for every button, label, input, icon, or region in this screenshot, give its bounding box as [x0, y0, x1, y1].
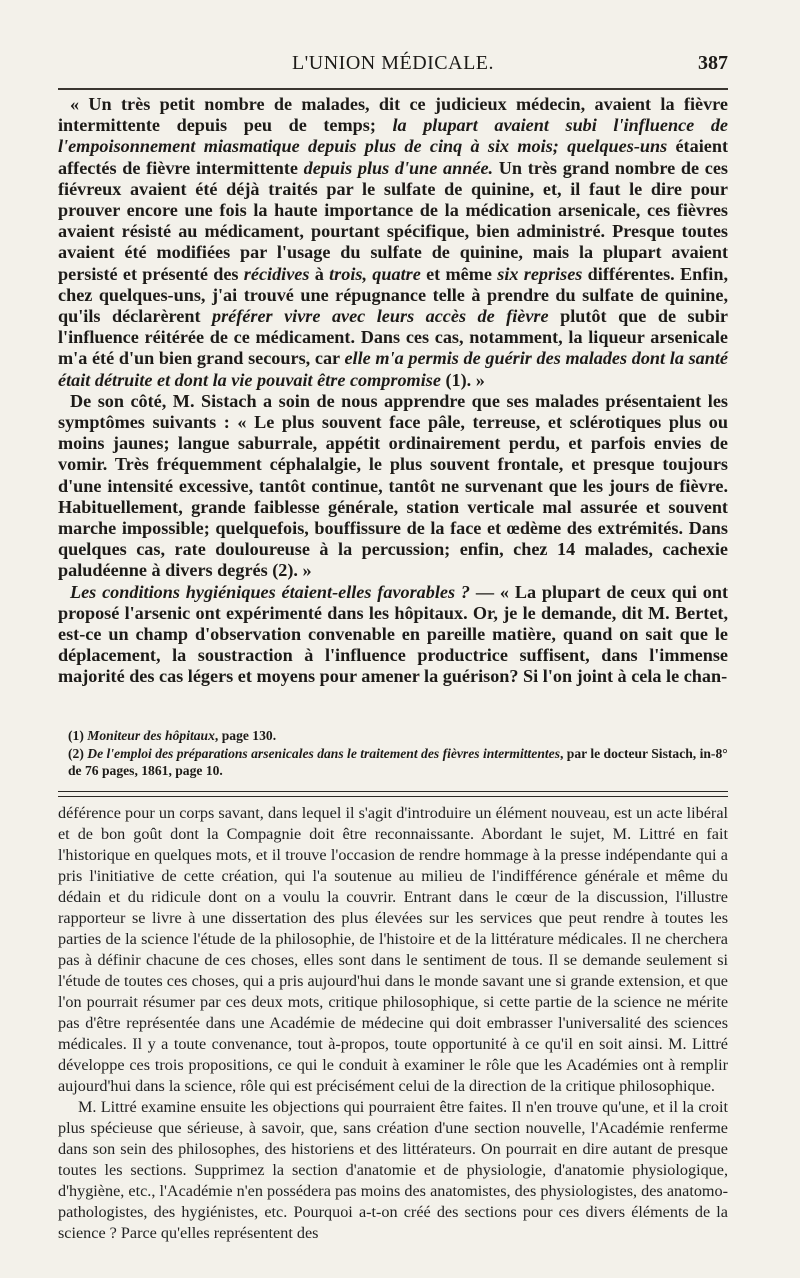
italic-run: De l'emploi des préparations arsenicales dans le traitement des fièvres intermittentes	[87, 745, 560, 761]
paragraph-quote-fevers	[58, 94, 728, 391]
section-divider	[58, 791, 728, 797]
text-run: (1)	[68, 728, 88, 743]
feuilleton-body	[58, 803, 728, 1244]
italic-run: elle m'a permis de guérir des malades dont la santé était détruite et dont la vie pouvait être compromise	[58, 348, 729, 390]
italic-run: Les conditions hygiéniques étaient-elles favorables ?	[70, 581, 471, 602]
header-rule	[58, 88, 728, 90]
text-run: Un très grand nombre de ces fiévreux avaient été déjà traités par le sulfate de quinine, et, il faut le dire pour prouver encore une fois la haute importance de la médication arsenicale, ces fièvres avaient résisté au médicament, pourtant spécifique, bien administré. Presque toutes avaient été modifiées par l'usage du sulfate de quinine, mais la plupart avaient persisté et présenté des	[58, 157, 729, 284]
text-run: , par le docteur Sistach, in-8° de 76 pages, 1861, page 10.	[68, 745, 728, 778]
footnote-2	[68, 745, 728, 780]
text-run: , page 130.	[214, 728, 277, 743]
paragraph-symptoms: De son côté, M. Sistach a soin de nous apprendre que ses malades présentaient les symptômes suivants : « Le plus souvent face pâle, terreuse, et sclérotiques plus ou moins jaunes; langue saburrale, appétit ordinairement perdu, et parfois envies de vomir. Très fréquemment céphalalgie, le plus souvent frontale, et presque toujours d'une intensité excessive, tantôt continue, tantôt ne survenant que les jours de fièvre. Habituellement, grande faiblesse générale, station verticale mal assurée et souvent marche impossible; quelquefois, bouffissure de la face et œdème des extrémités. Dans quelques cas, rate douloureuse à la percussion; enfin, chez 14 malades, cachexie paludéenne à divers degrés (2). »	[58, 390, 728, 581]
footnotes	[58, 727, 728, 780]
article-body	[58, 94, 728, 688]
italic-run: trois, quatre	[329, 263, 421, 284]
italic-run: récidives	[243, 263, 310, 284]
text-run: différentes. Enfin, chez quelques-uns, j'ai trouvé une répugnance telle à prendre du sulfate de quinine, qu'ils déclarèrent	[58, 263, 729, 327]
text-run: (2)	[68, 745, 88, 761]
italic-run: préférer vivre avec leurs accès de fièvre	[212, 306, 549, 327]
italic-run: Moniteur des hôpitaux	[87, 728, 215, 743]
text-run: plutôt que de subir l'influence réitérée de ce médicament. Dans ces cas, notamment, la liqueur arsenicale m'a été d'un bien grand secours, car	[58, 306, 728, 369]
text-run: (1). »	[440, 369, 485, 390]
paragraph-littre-objections: M. Littré examine ensuite les objections qui pourraient être faites. Il n'en trouve qu'une, et il la croit plus spécieuse que sérieuse, à savoir, que, sans création d'une section nouvelle, l'Académie renferme dans son sein des philosophes, des historiens et des littérateurs. On pourrait en dire autant de presque toutes les sections. Supprimez la section d'anatomie et de physiologie, d'anatomie physiologique, d'hygiène, etc., l'Académie n'en possédera pas moins des anatomistes, des physiologistes, des anatomo-pathologistes, des hygiénistes, etc. Pourquoi a-t-on créé des sections pour ces divers éléments de la science ? Parce qu'elles représentent des	[58, 1098, 728, 1242]
text-run: étaient affectés de fièvre intermittente	[58, 136, 728, 178]
text-run: « Un très petit nombre de malades, dit ce judicieux médecin, avaient la fièvre intermittente depuis peu de temps;	[58, 94, 728, 136]
italic-run: la plupart avaient subi l'influence de l'empoisonnement miasmatique depuis plus de cinq à six mois; quelques-uns	[58, 115, 728, 157]
text-run: et même	[420, 263, 498, 284]
footnote-1	[68, 727, 728, 745]
italic-run: six reprises	[497, 263, 583, 284]
text-run: — « La plupart de ceux qui ont proposé l'arsenic ont expérimenté dans les hôpitaux. Or, je le demande, dit M. Bertet, est-ce un champ d'observation convenable en pareille matière, quand on sait que le déplacement, la soustraction à l'influence productrice suffisent, dans l'immense majorité des cas légers et moyens pour amener la guérison? Si l'on joint à cela le chan-	[58, 581, 729, 687]
text-run: à	[309, 263, 330, 284]
paragraph-hygienic-conditions	[58, 582, 728, 688]
italic-run: depuis plus d'une année.	[303, 157, 494, 178]
page-number: 387	[698, 52, 728, 74]
running-header	[58, 52, 728, 80]
journal-title: L'UNION MÉDICALE.	[291, 52, 495, 74]
paragraph-littre-report: déférence pour un corps savant, dans lequel il s'agit d'introduire un élément nouveau, est un acte libéral et de bon goût dont la Compagnie doit être reconnaissante. Abordant le sujet, M. Littré en fait l'historique en quelques mots, et il trouve l'occasion de rendre hommage à la presse indépendante qui a pris l'initiative de cette création, qui l'a soutenue au milieu de l'indifférence générale et même du dédain et du ridicule dont on a voulu la couvrir. Entrant dans le cœur de la discussion, l'illustre rapporteur se livre à une dissertation des plus élevées sur les services que peut rendre à toutes les parties de la science l'étude de la philosophie, de l'histoire et de la littérature médicales. Il ne cherchera pas à définir chacune de ces choses, elles sont dans le sentiment de tous. Il se demande seulement si l'étude de toutes ces choses, qui a pris aujourd'hui dans le monde savant une si grande extension, et que l'on pourrait résumer par ces deux mots, critique philosophique, si cette partie de la science ne mérite pas d'être représentée dans une Académie de médecine qui doit embrasser l'universalité des sciences médicales. Il y a toute convenance, tout à-propos, toute opportunité à ce qu'il en soit ainsi. M. Littré développe ces trois propositions, ce qui le conduit à examiner le rôle que les Académies ont à remplir aujourd'hui dans la science, rôle qui est précisément celui de la direction de la critique philosophique.	[58, 804, 728, 1095]
